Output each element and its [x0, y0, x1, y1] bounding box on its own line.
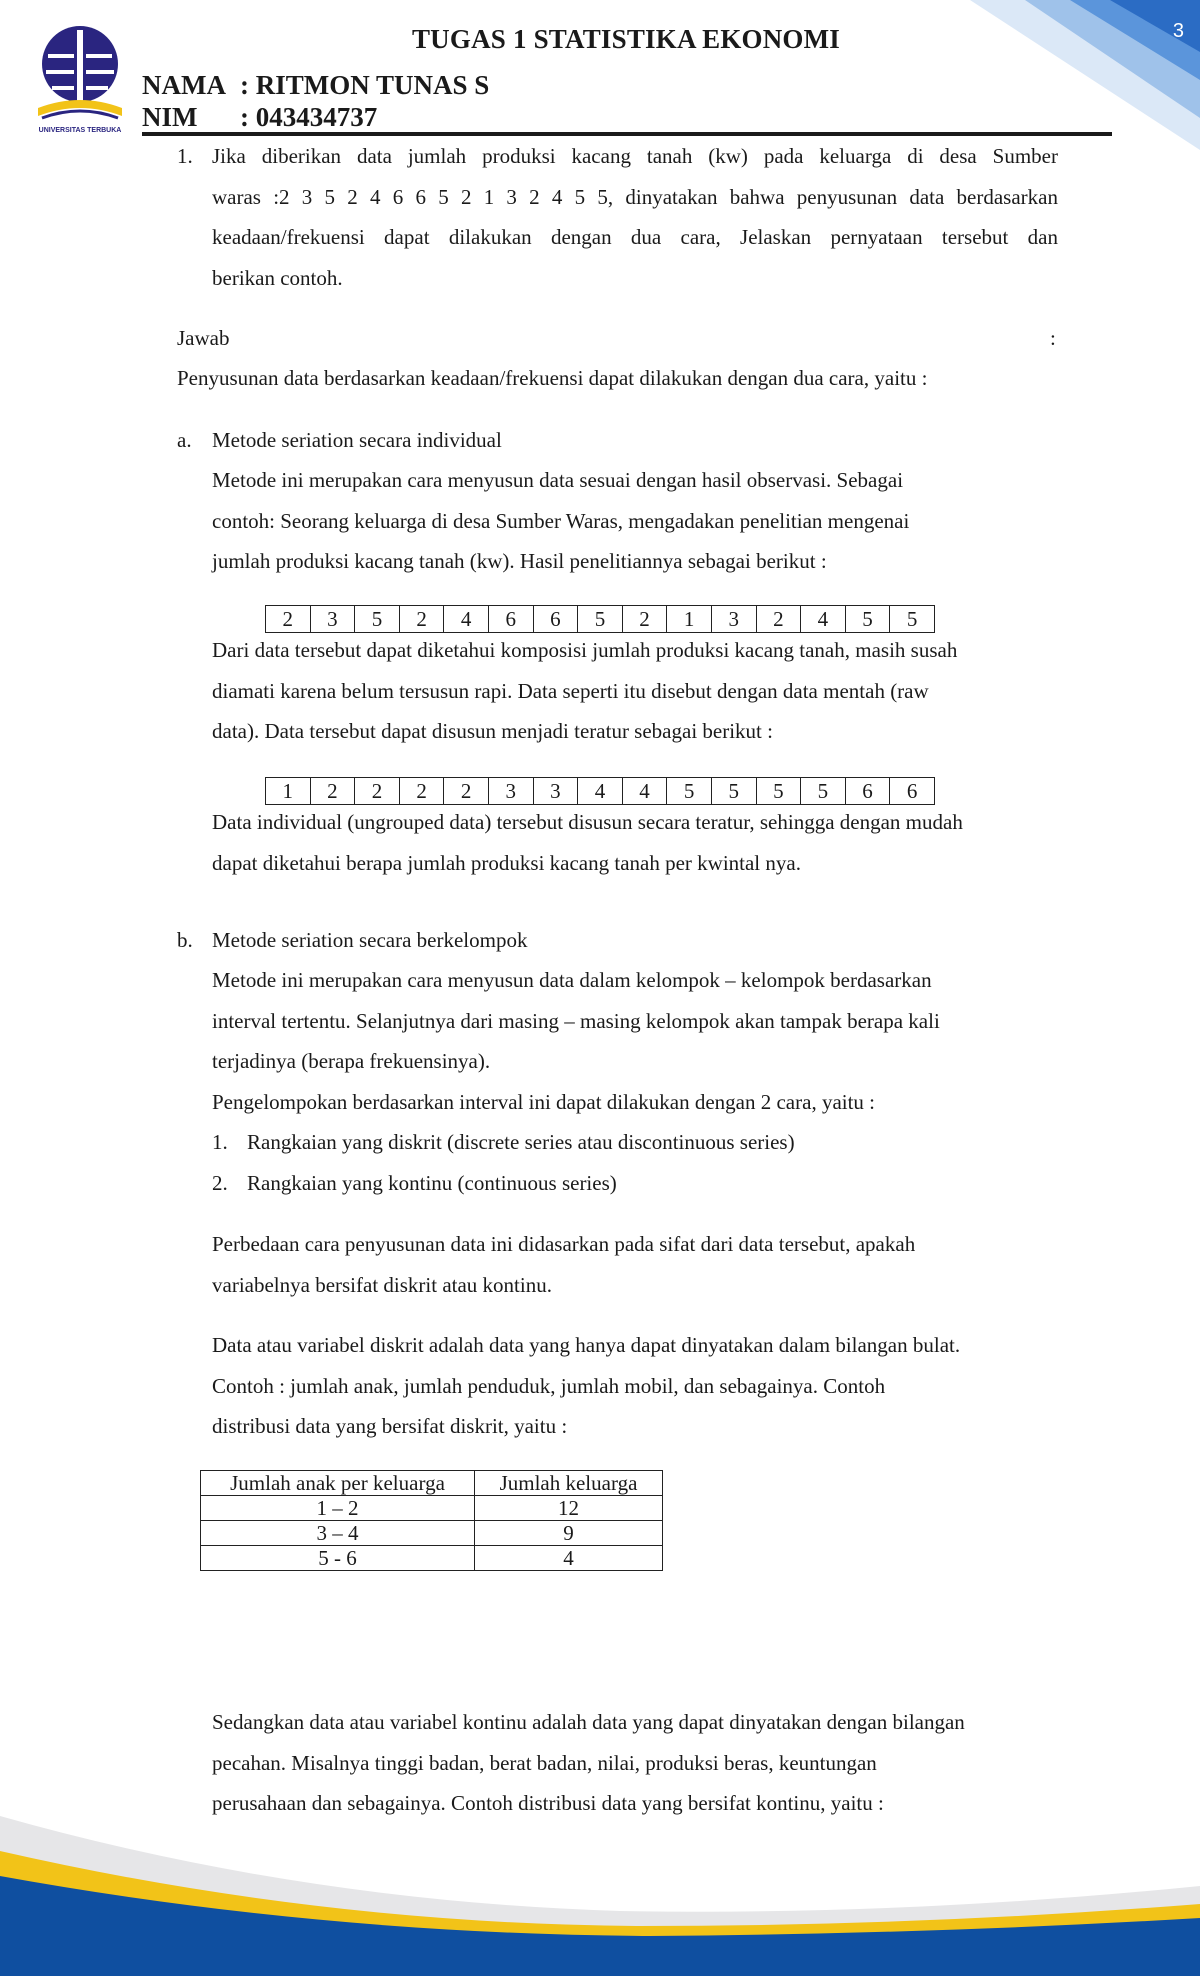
list-item-text: Rangkaian yang kontinu (continuous series) [247, 1171, 617, 1195]
paragraph-line: Dari data tersebut dapat diketahui komposisi jumlah produksi kacang tanah, masih susah [212, 638, 958, 662]
section-a-paragraph [212, 460, 909, 582]
discrete-distribution-table [200, 1470, 663, 1571]
list-item-number: 2. [212, 1171, 228, 1195]
sorted-data-strip [265, 777, 935, 805]
paragraph-line: pecahan. Misalnya tinggi badan, berat badan, nilai, produksi beras, keuntungan [212, 1750, 877, 1775]
table-cell: 9 [475, 1521, 663, 1546]
question-text [212, 136, 1058, 298]
data-cell: 6 [846, 778, 891, 804]
paragraph-line: perusahaan dan sebagainya. Contoh distribusi data yang bersifat kontinu, yaitu : [212, 1791, 884, 1815]
paragraph-line: Metode ini merupakan cara menyusun data sesuai dengan hasil observasi. Sebagai [212, 468, 904, 492]
data-cell: 6 [534, 606, 579, 632]
paragraph-line: Sedangkan data atau variabel kontinu adalah data yang dapat dinyatakan dengan bilangan [212, 1710, 965, 1734]
data-cell: 1 [266, 778, 311, 804]
logo-caption: UNIVERSITAS TERBUKA [38, 127, 122, 134]
nim-label: NIM [142, 102, 198, 132]
question-line: waras :2 3 5 2 4 6 6 5 2 1 3 2 4 5 5, dinyatakan bahwa penyusunan data berdasarkan [212, 184, 1058, 209]
data-cell: 3 [489, 778, 534, 804]
data-cell: 5 [712, 778, 757, 804]
paragraph-line: contoh: Seorang keluarga di desa Sumber Waras, mengadakan penelitian mengenai [212, 508, 910, 533]
section-a-paragraph [212, 630, 957, 752]
section-b-letter: b. [177, 928, 193, 952]
data-cell: 3 [712, 606, 757, 632]
paragraph-line: data). Data tersebut dapat disusun menjadi teratur sebagai berikut : [212, 719, 773, 743]
data-cell: 5 [846, 606, 891, 632]
data-cell: 3 [534, 778, 579, 804]
table-cell: 4 [475, 1546, 663, 1571]
table-cell: 1 – 2 [201, 1496, 475, 1521]
table-header: Jumlah keluarga [475, 1471, 663, 1496]
data-cell: 4 [623, 778, 668, 804]
list-item-text: Rangkaian yang diskrit (discrete series atau discontinuous series) [247, 1130, 795, 1154]
data-cell: 2 [400, 606, 445, 632]
paragraph-line: Pengelompokan berdasarkan interval ini dapat dilakukan dengan 2 cara, yaitu : [212, 1089, 876, 1114]
table-row [201, 1496, 663, 1521]
footer-wave-decoration [0, 1816, 1200, 1976]
data-cell: 4 [578, 778, 623, 804]
raw-data-strip [265, 605, 935, 633]
data-cell: 4 [801, 606, 846, 632]
data-cell: 5 [578, 606, 623, 632]
section-a-paragraph [212, 802, 963, 883]
data-cell: 2 [355, 778, 400, 804]
paragraph-line: Data atau variabel diskrit adalah data yang hanya dapat dinyatakan dalam bilangan bulat. [212, 1333, 961, 1357]
nim-row [142, 102, 377, 133]
data-cell: 5 [801, 778, 846, 804]
data-cell: 5 [906, 607, 918, 631]
data-cell: 2 [623, 606, 668, 632]
data-cell: 2 [444, 778, 489, 804]
data-cell: 6 [906, 779, 918, 803]
section-b-paragraph [212, 960, 940, 1122]
paragraph-line: terjadinya (berapa frekuensinya). [212, 1049, 491, 1073]
data-cell: 5 [355, 606, 400, 632]
paragraph-line: diamati karena belum tersusun rapi. Data seperti itu disebut dengan data mentah (raw [212, 678, 929, 703]
answer-colon: : [1050, 326, 1056, 350]
paragraph-line: Perbedaan cara penyusunan data ini didasarkan pada sifat dari data tersebut, apakah [212, 1232, 916, 1256]
paragraph-line: distribusi data yang bersifat diskrit, yaitu : [212, 1414, 568, 1438]
question-line: berikan contoh. [212, 265, 343, 290]
document-title: TUGAS 1 STATISTIKA EKONOMI [411, 24, 841, 54]
paragraph-line: interval tertentu. Selanjutnya dari masing – masing kelompok akan tampak berapa kali [212, 1008, 940, 1033]
paragraph-line: dapat diketahui berapa jumlah produksi kacang tanah per kwintal nya. [212, 850, 801, 875]
section-b-paragraph [212, 1224, 915, 1305]
paragraph-line: Data individual (ungrouped data) tersebut disusun secara teratur, sehingga dengan mudah [212, 810, 963, 834]
answer-intro: Penyusunan data berdasarkan keadaan/frekuensi dapat dilakukan dengan dua cara, yaitu : [177, 366, 928, 390]
data-cell: 1 [667, 606, 712, 632]
table-cell: 3 – 4 [201, 1521, 475, 1546]
data-cell: 2 [757, 606, 802, 632]
section-b-title: Metode seriation secara berkelompok [212, 928, 528, 952]
name-row [142, 70, 489, 101]
nim-value: : 043434737 [240, 102, 378, 132]
paragraph-line: jumlah produksi kacang tanah (kw). Hasil penelitiannya sebagai berikut : [212, 549, 827, 573]
name-value: : RITMON TUNAS S [240, 70, 490, 100]
data-cell: 5 [667, 778, 712, 804]
table-row [201, 1546, 663, 1571]
paragraph-line: Metode ini merupakan cara menyusun data dalam kelompok – kelompok berdasarkan [212, 968, 932, 992]
question-number: 1. [177, 144, 193, 168]
question-line: keadaan/frekuensi dapat dilakukan dengan dua cara, Jelaskan pernyataan tersebut dan [212, 225, 1058, 249]
page-number: 3 [1172, 20, 1184, 42]
data-cell: 5 [757, 778, 802, 804]
data-cell: 2 [400, 778, 445, 804]
corner-decoration [970, 0, 1200, 150]
data-cell: 6 [489, 606, 534, 632]
data-cell: 3 [311, 606, 356, 632]
data-cell: 2 [311, 778, 356, 804]
section-b-paragraph [212, 1325, 960, 1447]
data-cell: 4 [444, 606, 489, 632]
table-row [201, 1521, 663, 1546]
section-b-paragraph [212, 1702, 965, 1824]
table-header-row [201, 1471, 663, 1496]
table-cell: 12 [475, 1496, 663, 1521]
list-item-number: 1. [212, 1130, 228, 1154]
paragraph-line: variabelnya bersifat diskrit atau kontinu. [212, 1272, 552, 1297]
table-header: Jumlah anak per keluarga [201, 1471, 475, 1496]
paragraph-line: Contoh : jumlah anak, jumlah penduduk, jumlah mobil, dan sebagainya. Contoh [212, 1373, 886, 1398]
data-cell: 2 [266, 606, 311, 632]
table-cell: 5 - 6 [201, 1546, 475, 1571]
answer-label: Jawab [177, 326, 230, 350]
section-a-title: Metode seriation secara individual [212, 428, 502, 452]
section-a-letter: a. [177, 428, 192, 452]
name-label: NAMA [142, 70, 226, 100]
question-line: Jika diberikan data jumlah produksi kacang tanah (kw) pada keluarga di desa Sumber [212, 144, 1058, 168]
